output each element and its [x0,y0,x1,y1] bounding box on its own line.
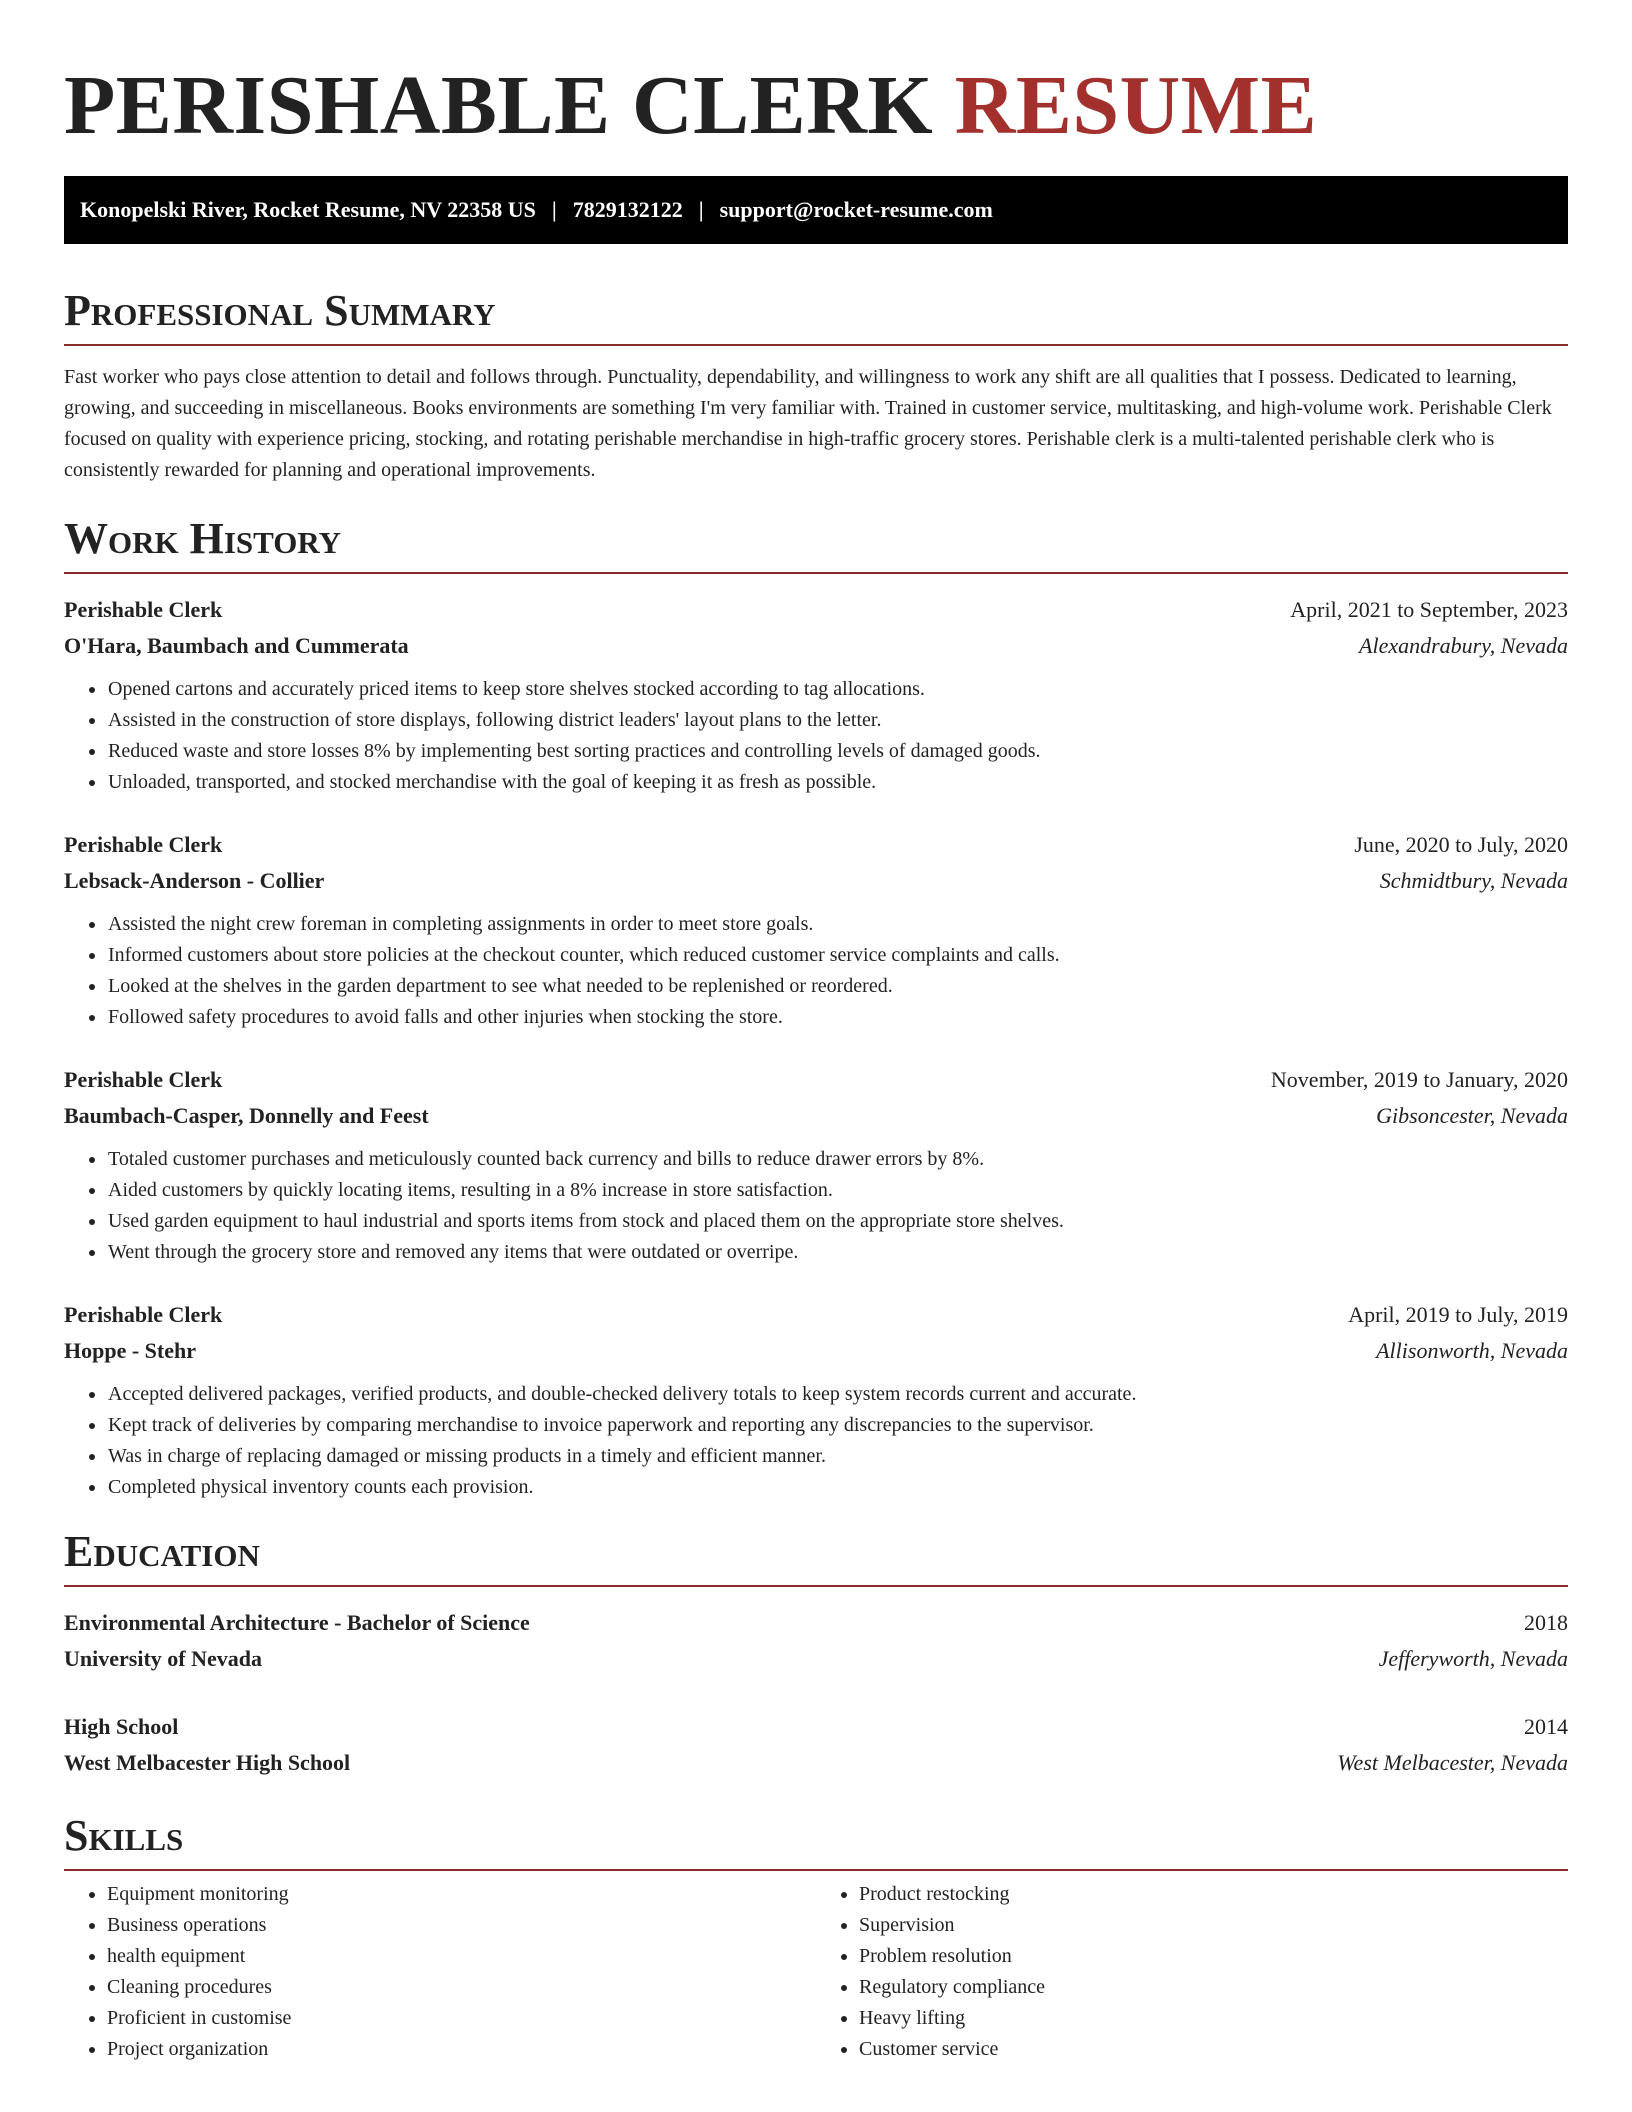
job-company: Baumbach-Casper, Donnelly and Feest [64,1103,429,1128]
education-year: 2018 [1524,1610,1568,1635]
job-entry [64,592,1568,798]
contact-separator: | [698,197,704,222]
education-location: West Melbacester, Nevada [1337,1750,1568,1775]
job-company: O'Hara, Baumbach and Cummerata [64,633,409,658]
job-dates: April, 2021 to September, 2023 [1290,597,1568,622]
skills-list-left [64,1879,816,2065]
list-item: • Used garden equipment to haul industrial and sports items from stock and placed them on the appropriate store shelves. [107,1206,1568,1237]
job-company: Lebsack-Anderson - Collier [64,868,325,893]
job-entry [64,1297,1568,1503]
education-section [64,1527,1568,1781]
list-item: • Assisted the night crew foreman in completing assignments in order to meet store goals. [107,909,1568,940]
list-item: • Proficient in customise [107,2003,816,2034]
list-item: • Aided customers by quickly locating items, resulting in a 8% increase in store satisfaction. [107,1175,1568,1206]
job-dates: June, 2020 to July, 2020 [1354,832,1568,857]
summary-text: Fast worker who pays close attention to detail and follows through. Punctuality, dependability, and willingness to work any shift are all qualities that I possess. Dedicated to learning, growing, and succeeding in miscellaneous. Books environments are something I'm very familiar with. Trained in customer service, multitasking, and high-volume work. Perishable Clerk focused on quality with experience pricing, stocking, and rotating perishable merchandise in high-traffic grocery stores. Perishable clerk is a multi-talented perishable clerk who is consistently rewarded for planning and operational improvements. [64,366,1552,481]
job-title: Perishable Clerk [64,1067,223,1092]
job-title: Perishable Clerk [64,1302,223,1327]
education-degree: Environmental Architecture - Bachelor of Science [64,1610,530,1635]
contact-phone[interactable]: 7829132122 [572,197,683,222]
list-item: • Regulatory compliance [859,1972,1568,2003]
title-accent: RESUME [954,59,1318,152]
education-year: 2014 [1524,1714,1568,1739]
education-location: Jefferyworth, Nevada [1378,1646,1568,1671]
list-item: • Assisted in the construction of store displays, following district leaders' layout plans to the letter. [107,705,1568,736]
list-item: • Customer service [859,2034,1568,2065]
job-location: Alexandrabury, Nevada [1359,633,1568,658]
education-heading: Education [64,1527,1568,1587]
list-item: • Opened cartons and accurately priced items to keep store shelves stocked according to tag allocations. [107,674,1568,705]
skills-columns [64,1879,1568,2065]
work-history-heading: Work History [64,514,1568,574]
job-entry [64,1062,1568,1268]
job-bullets [64,909,1568,1033]
list-item: • Reduced waste and store losses 8% by implementing best sorting practices and controlling levels of damaged goods. [107,736,1568,767]
work-history-section [64,514,1568,1503]
skills-list-right [816,1879,1568,2065]
list-item: • Product restocking [859,1879,1568,1910]
job-title: Perishable Clerk [64,832,223,857]
list-item: • Informed customers about store policies at the checkout counter, which reduced customer service complaints and calls. [107,940,1568,971]
education-entry [64,1709,1568,1781]
education-school: University of Nevada [64,1646,262,1671]
list-item: • Business operations [107,1910,816,1941]
education-school: West Melbacester High School [64,1750,351,1775]
skills-heading: Skills [64,1811,1568,1871]
summary-section [64,286,1568,486]
list-item: • Kept track of deliveries by comparing merchandise to invoice paperwork and reporting any discrepancies to the supervisor. [107,1410,1568,1441]
contact-address: Konopelski River, Rocket Resume, NV 22358 US [80,197,536,222]
job-bullets [64,1379,1568,1503]
job-entry [64,827,1568,1033]
list-item: • Equipment monitoring [107,1879,816,1910]
list-item: • Cleaning procedures [107,1972,816,2003]
list-item: • health equipment [107,1941,816,1972]
job-location: Gibsoncester, Nevada [1376,1103,1568,1128]
job-bullets [64,1144,1568,1268]
job-location: Allisonworth, Nevada [1376,1338,1568,1363]
list-item: • Totaled customer purchases and meticulously counted back currency and bills to reduce drawer errors by 8%. [107,1144,1568,1175]
list-item: • Supervision [859,1910,1568,1941]
summary-heading: Professional Summary [64,286,1568,346]
page-title [64,56,1568,156]
resume-page [64,0,1568,2065]
job-dates: November, 2019 to January, 2020 [1270,1067,1568,1092]
list-item: • Accepted delivered packages, verified products, and double-checked delivery totals to keep system records current and accurate. [107,1379,1568,1410]
job-title: Perishable Clerk [64,597,223,622]
contact-bar [64,176,1568,244]
title-main: PERISHABLE CLERK [64,59,934,152]
job-bullets [64,674,1568,798]
education-entry [64,1605,1568,1677]
job-location: Schmidtbury, Nevada [1379,868,1568,893]
contact-email[interactable]: support@rocket-resume.com [719,197,993,222]
list-item: • Looked at the shelves in the garden department to see what needed to be replenished or reordered. [107,971,1568,1002]
list-item: • Unloaded, transported, and stocked merchandise with the goal of keeping it as fresh as possible. [107,767,1568,798]
list-item: • Was in charge of replacing damaged or missing products in a timely and efficient manner. [107,1441,1568,1472]
list-item: • Completed physical inventory counts each provision. [107,1472,1568,1503]
list-item: • Followed safety procedures to avoid falls and other injuries when stocking the store. [107,1002,1568,1033]
education-degree: High School [64,1714,179,1739]
list-item: • Project organization [107,2034,816,2065]
list-item: • Heavy lifting [859,2003,1568,2034]
contact-separator: | [551,197,557,222]
job-company: Hoppe - Stehr [64,1338,196,1363]
job-dates: April, 2019 to July, 2019 [1348,1302,1568,1327]
list-item: • Problem resolution [859,1941,1568,1972]
skills-section [64,1811,1568,2065]
list-item: • Went through the grocery store and removed any items that were outdated or overripe. [107,1237,1568,1268]
